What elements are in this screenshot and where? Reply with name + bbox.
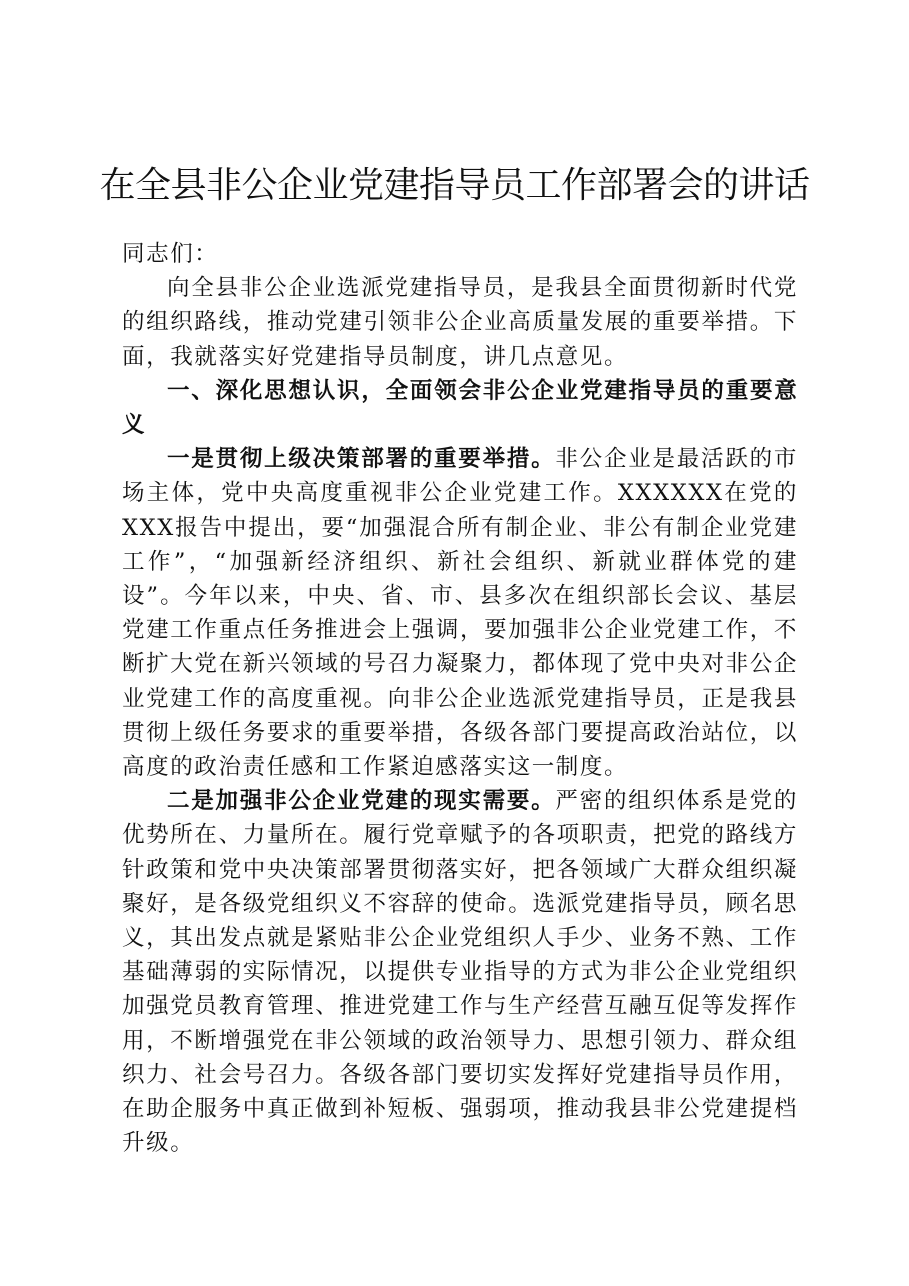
paragraph-text: 严密的组织体系是党的优势所在、力量所在。履行党章赋予的各项职责，把党的路线方针政策和党中央决策部署贯彻落实好，把各领域广大群众组织凝聚好，是各级党组织义不容辞的使命。选派党建指导员，顾名思义，其出发点就是紧贴非公企业党组织人手少、业务不熟、工作基础薄弱的实际情况，以提供专业指导的方式为非公企业党组织加强党员教育管理、推进党建工作与生产经营互融互促等发挥作用，不断增强党在非公领域的政治领导力、思想引领力、群众组织力、社会号召力。各级各部门要切实发挥好党建指导员作用，在助企服务中真正做到补短板、强弱项，推动我县非公党建提档升级。 [122, 788, 798, 1157]
document-title: 在全县非公企业党建指导员工作部署会的讲话 [99, 165, 810, 206]
salutation: 同志们： [122, 241, 219, 267]
body-paragraph-1 [122, 442, 798, 784]
document-body [122, 237, 798, 1160]
paragraph-text: 非公企业是最活跃的市场主体，党中央高度重视非公企业党建工作。XXXXXX在党的XXX报告中提出，要“加强混合所有制企业、非公有制企业党建工作”，“加强新经济组织、新社会组织、新就业群体党的建设”。今年以来，中央、省、市、县多次在组织部长会议、基层党建工作重点任务推进会上强调，要加强非公企业党建工作，不断扩大党在新兴领域的号召力凝聚力，都体现了党中央对非公企业党建工作的高度重视。向非公企业选派党建指导员，正是我县贯彻上级任务要求的重要举措，各级各部门要提高政治站位，以高度的政治责任感和工作紧迫感落实这一制度。 [122, 446, 798, 781]
body-paragraph-2 [122, 784, 798, 1160]
intro-paragraph: 向全县非公企业选派党建指导员，是我县全面贯彻新时代党的组织路线，推动党建引领非公企业高质量发展的重要举措。下面，我就落实好党建指导员制度，讲几点意见。 [122, 275, 798, 370]
paragraph-lead: 二是加强非公企业党建的现实需要。 [167, 788, 556, 815]
paragraph-lead: 一是贯彻上级决策部署的重要举措。 [167, 446, 556, 473]
section-heading: 一、深化思想认识，全面领会非公企业党建指导员的重要意义 [122, 377, 798, 439]
